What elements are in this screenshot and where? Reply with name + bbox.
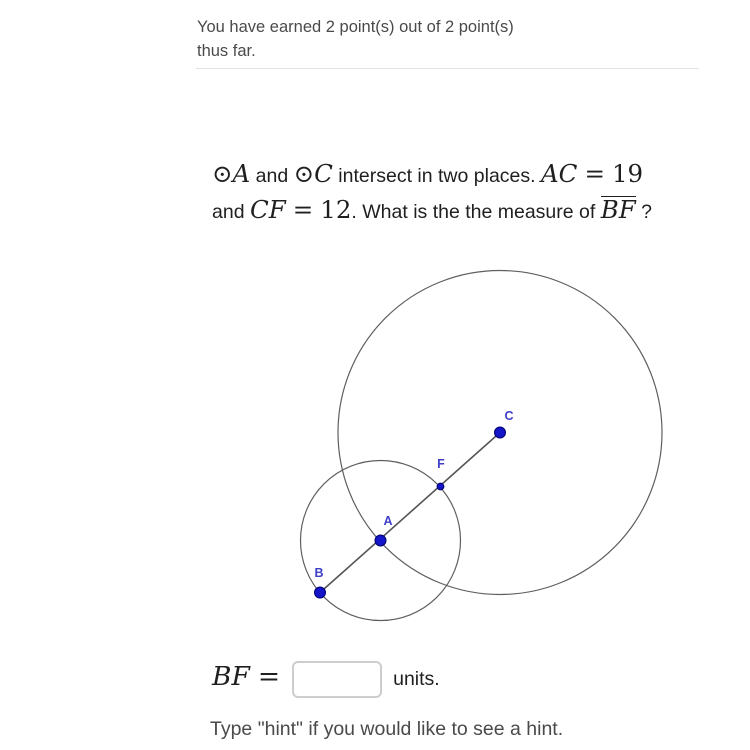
- equals-sign: =: [292, 195, 314, 224]
- equals-sign: =: [257, 661, 281, 692]
- score-banner-line-2: thus far.: [197, 41, 256, 60]
- answer-input[interactable]: [292, 661, 382, 698]
- answer-lhs: BF: [212, 661, 250, 692]
- question-text: . What is the the measure of: [351, 201, 601, 223]
- math-odot: ⊙: [212, 159, 233, 188]
- point-dot-C: [495, 427, 506, 438]
- question-text: ?: [635, 201, 652, 223]
- question-text: and: [212, 201, 250, 223]
- point-dot-A: [375, 535, 386, 546]
- question-block: [212, 157, 652, 229]
- score-banner-line-1: You have earned 2 point(s) out of 2 point(s): [197, 18, 514, 36]
- math-var-BF-overline: BF: [600, 195, 636, 224]
- point-label-B: B: [314, 566, 324, 580]
- question-line-2: [212, 193, 652, 229]
- question-text: intersect in two places.: [332, 165, 541, 187]
- divider: [196, 68, 699, 69]
- equals-sign: =: [584, 159, 605, 188]
- math-num-19: 19: [611, 159, 644, 188]
- point-label-C: C: [504, 409, 514, 423]
- math-var-AC: AC: [540, 159, 578, 188]
- question-line-1: [212, 157, 652, 193]
- hint-text: Type "hint" if you would like to see a hint.: [210, 718, 564, 740]
- math-var-C: C: [314, 159, 333, 188]
- point-dot-B: [315, 587, 326, 598]
- point-label-F: F: [437, 457, 445, 471]
- segment-BC: [320, 433, 500, 593]
- question-text: and: [250, 165, 294, 187]
- geometry-diagram: [270, 250, 690, 650]
- answer-row: [212, 661, 440, 698]
- point-label-A: A: [383, 514, 393, 528]
- math-var-A: A: [232, 159, 251, 188]
- point-dot-F: [437, 483, 444, 490]
- score-banner: [197, 16, 514, 63]
- math-odot: ⊙: [293, 159, 315, 188]
- math-num-12: 12: [320, 195, 352, 224]
- units-label: units.: [393, 668, 440, 690]
- math-var-CF: CF: [249, 195, 286, 224]
